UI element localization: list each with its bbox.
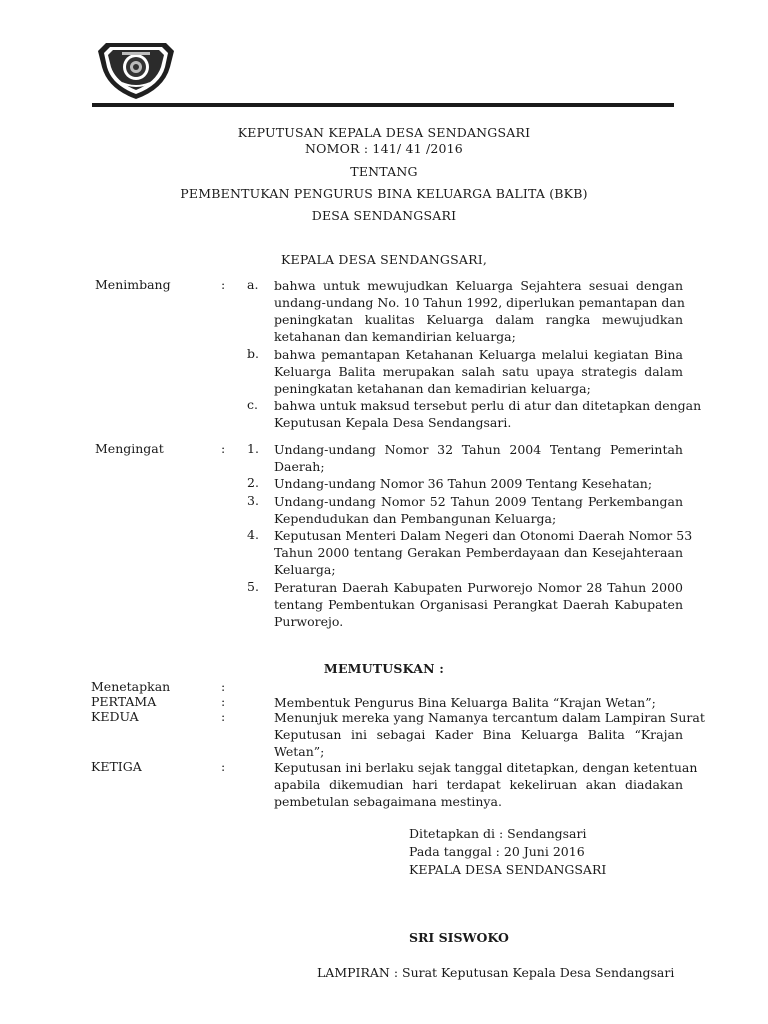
item-text xyxy=(274,397,702,431)
item-line: Kependudukan dan Pembangunan Keluarga; xyxy=(274,510,557,526)
item-text xyxy=(274,346,683,397)
item-text xyxy=(274,527,693,578)
item-line: peningkatan ketahanan dan kemadirian keluarga; xyxy=(274,380,591,396)
item-marker: 3. xyxy=(247,492,259,508)
item-marker: 5. xyxy=(247,578,259,594)
decision-colon: : xyxy=(221,759,226,774)
authority-heading: KEPALA DESA SENDANGSARI, xyxy=(280,252,488,267)
lampiran-line: LAMPIRAN : Surat Keputusan Kepala Desa Sendangsari xyxy=(317,965,675,980)
decision-line: Membentuk Pengurus Bina Keluarga Balita “Krajan Wetan”; xyxy=(274,695,656,710)
item-line: Keputusan Menteri Dalam Negeri dan Otonomi Daerah Nomor 53 xyxy=(274,528,693,543)
decision-label: PERTAMA xyxy=(91,694,157,709)
item-line: Keluarga Balita merupakan salah satu upaya strategis dalam xyxy=(274,363,683,379)
item-line: Purworejo. xyxy=(274,613,344,629)
item-line: Keluarga; xyxy=(274,562,336,577)
item-line: Undang-undang Nomor 32 Tahun 2004 Tentang Pemerintah xyxy=(274,442,683,457)
decision-line: apabila dikemudian hari terdapat kekeliruan akan diadakan xyxy=(274,777,683,792)
decision-line: pembetulan sebagaimana mestinya. xyxy=(274,794,502,809)
item-marker: 4. xyxy=(247,527,259,542)
item-text xyxy=(274,441,683,475)
item-text xyxy=(274,493,683,527)
item-line: Tahun 2000 tentang Gerakan Pemberdayaan dan Kesejahteraan xyxy=(274,545,683,560)
document-number: NOMOR : 141/ 41 /2016 xyxy=(305,141,463,156)
header-divider xyxy=(92,103,674,107)
item-line: bahwa pemantapan Ketahanan Keluarga melalui kegiatan Bina xyxy=(274,346,683,362)
village-heading: DESA SENDANGSARI xyxy=(311,208,457,223)
signature-place: Ditetapkan di : Sendangsari xyxy=(409,826,587,841)
item-line: tentang Pembentukan Organisasi Perangkat Daerah Kabupaten xyxy=(274,596,683,612)
menimbang-colon: : xyxy=(221,277,226,292)
regency-emblem-logo xyxy=(92,37,180,101)
item-marker: a. xyxy=(247,277,259,292)
signature-position: KEPALA DESA SENDANGSARI xyxy=(409,862,607,877)
about-heading: TENTANG xyxy=(350,164,418,179)
item-marker: 2. xyxy=(247,475,259,491)
signatory-name: SRI SISWOKO xyxy=(409,930,509,945)
decision-line: Wetan”; xyxy=(274,744,325,759)
item-text xyxy=(274,475,683,492)
memutuskan-heading: MEMUTUSKAN : xyxy=(323,661,445,676)
decision-colon: : xyxy=(221,679,226,694)
decision-colon: : xyxy=(221,694,226,709)
item-line: Keputusan Kepala Desa Sendangsari. xyxy=(274,415,512,431)
mengingat-colon: : xyxy=(221,441,226,456)
item-marker: 1. xyxy=(247,441,259,456)
item-text xyxy=(274,579,683,630)
item-line: bahwa untuk maksud tersebut perlu di atur dan ditetapkan dengan xyxy=(274,398,702,414)
decision-line: Keputusan ini berlaku sejak tanggal ditetapkan, dengan ketentuan xyxy=(274,760,698,775)
signature-date: Pada tanggal : 20 Juni 2016 xyxy=(409,844,585,859)
item-line: Undang-undang Nomor 36 Tahun 2009 Tentang Kesehatan; xyxy=(274,476,653,492)
item-marker: b. xyxy=(247,345,259,361)
mengingat-label: Mengingat xyxy=(95,441,164,456)
decision-line: Menunjuk mereka yang Namanya tercantum dalam Lampiran Surat xyxy=(274,710,705,725)
item-line: Daerah; xyxy=(274,459,325,474)
decision-line: Keputusan ini sebagai Kader Bina Keluarga Balita “Krajan xyxy=(274,727,683,742)
decision-text xyxy=(274,759,698,810)
decision-label: Menetapkan xyxy=(91,679,171,694)
item-line: bahwa untuk mewujudkan Keluarga Sejahtera sesuai dengan xyxy=(274,278,683,293)
decision-text xyxy=(274,709,705,760)
item-line: Peraturan Daerah Kabupaten Purworejo Nomor 28 Tahun 2000 xyxy=(274,579,683,595)
menimbang-label: Menimbang xyxy=(95,277,171,292)
item-text xyxy=(274,277,683,345)
item-line: Undang-undang Nomor 52 Tahun 2009 Tentang Perkembangan xyxy=(274,493,683,509)
decision-label: KETIGA xyxy=(91,759,142,774)
document-title: KEPUTUSAN KEPALA DESA SENDANGSARI xyxy=(237,125,531,140)
item-line: undang-undang No. 10 Tahun 1992, diperlukan pemantapan dan xyxy=(274,295,685,310)
decision-colon: : xyxy=(221,709,226,724)
item-line: peningkatan kualitas Keluarga dalam rangka mewujudkan xyxy=(274,312,683,327)
item-marker: c. xyxy=(247,397,258,413)
decision-label: KEDUA xyxy=(91,709,139,724)
item-line: ketahanan dan kemandirian keluarga; xyxy=(274,329,516,344)
subject-heading: PEMBENTUKAN PENGURUS BINA KELUARGA BALITA (BKB) xyxy=(180,186,588,201)
